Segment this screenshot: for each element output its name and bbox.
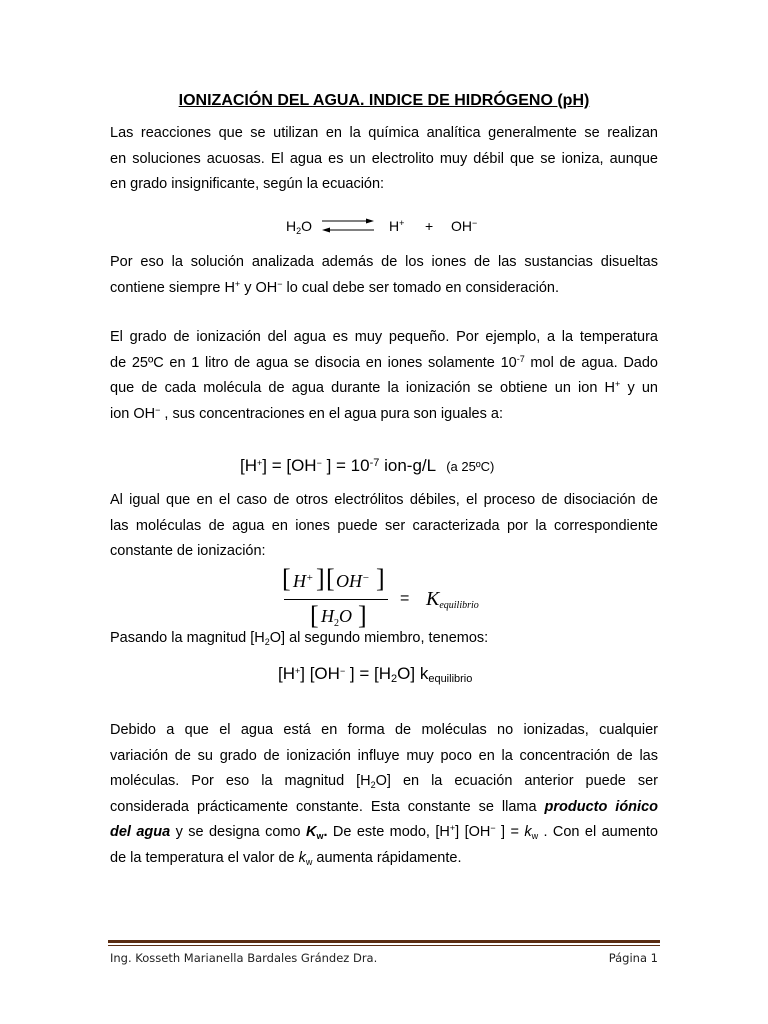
- eq-plus: +: [425, 218, 434, 234]
- text-line: variación de su grado de ionización influye muy poco en la concentración de las: [110, 747, 658, 764]
- text-line: en grado insignificante, según la ecuación:: [110, 176, 385, 192]
- text-line: Debido a que el agua está en forma de moléculas no ionizadas, cualquier: [110, 722, 658, 738]
- text-line: las moléculas de agua en iones puede ser caracterizada por la correspondiente: [110, 517, 658, 534]
- text-line: El grado de ionización del agua es muy pequeño. Por ejemplo, a la temperatura: [110, 329, 658, 345]
- footer-author: Ing. Kosseth Marianella Bardales Grández Dra.: [110, 951, 378, 965]
- bracket-open: [: [326, 564, 335, 593]
- num-h: H+: [293, 571, 314, 591]
- kw-equation: [H+] [OH− ] = $[H_2O]$ $k_{equilibrio}$: [278, 664, 473, 685]
- equals-sign: =: [400, 590, 410, 607]
- text-line: considerada prácticamente constante. Esta constante se llama producto iónico: [110, 798, 658, 815]
- text-line: del agua y se designa como $K_w$. De este modo, [H+] [OH− ] = $k_w$ . Con el aumento: [110, 823, 658, 841]
- text-line: en soluciones acuosas. El agua es un electrolito muy débil que se ioniza, aunque: [110, 150, 658, 167]
- text-line: Por eso la solución analizada además de los iones de las sustancias disueltas: [110, 254, 658, 270]
- paragraph-second-member: [110, 626, 658, 652]
- paragraph-ionic-product: [110, 718, 658, 871]
- page-title: IONIZACIÓN DEL AGUA. INDICE DE HIDRÓGENO (pH): [178, 92, 590, 109]
- text-line: Pasando la magnitud $[H_2O]$ al segundo miembro, tenemos:: [110, 630, 489, 647]
- footer-rule-thin: [108, 945, 660, 946]
- text-line: que de cada molécula de agua durante la ionización se obtiene un ion H+ y un: [110, 379, 658, 396]
- paragraph-solution: [110, 250, 658, 301]
- footer-rule-thick: [108, 940, 660, 943]
- bracket-close: ]: [376, 564, 385, 593]
- paragraph-constant: [110, 488, 658, 565]
- text-line: moléculas. Por eso la magnitud $[H_2O]$ en la ecuación anterior puede ser: [110, 773, 658, 790]
- text-line: contiene siempre H+ y OH− lo cual debe ser tomado en consideración.: [110, 278, 559, 296]
- den-h2o: $H_2O$: [321, 606, 352, 629]
- text-line: Al igual que en el caso de otros electrólitos débiles, el proceso de disociación de: [110, 492, 658, 508]
- temperature-note: (a 25ºC): [446, 459, 495, 474]
- fraction-bar: [284, 599, 388, 600]
- eq-oh-minus: OH−: [451, 218, 478, 234]
- text-line: constante de ionización:: [110, 543, 266, 559]
- bracket-open: [: [282, 564, 291, 593]
- text-line: ion OH− , sus concentraciones en el agua pura son iguales a:: [110, 404, 503, 422]
- footer-page-number: Página 1: [608, 951, 658, 965]
- paragraph-intro: [110, 121, 658, 198]
- text-line: de 25ºC en 1 litro de agua se disocia en iones solamente $10^{-7}$ mol de agua. Dado: [110, 353, 658, 371]
- eq-h-plus: H+: [389, 218, 405, 234]
- term-ionic-product: producto iónico: [544, 798, 658, 815]
- k-symbol: $K_{equilibrio}$: [426, 588, 479, 611]
- paragraph-ionization-degree: [110, 325, 658, 427]
- bracket-close: ]: [358, 601, 367, 630]
- bracket-close: ]: [316, 564, 325, 593]
- eq-h2o: $H_2O$: [286, 218, 313, 236]
- equilibrium-arrows-icon: [320, 216, 376, 236]
- bracket-open: [: [310, 601, 319, 630]
- text-line: de la temperatura el valor de $k_w$ aumenta rápidamente.: [110, 849, 462, 867]
- text-line: Las reacciones que se utilizan en la química analítica generalmente se realizan: [110, 125, 658, 141]
- concentration-equation: [H+] = [OH− ] = $10^{-7}$ ion-g/L (a 25ºC): [240, 456, 495, 475]
- num-oh: OH−: [336, 571, 370, 591]
